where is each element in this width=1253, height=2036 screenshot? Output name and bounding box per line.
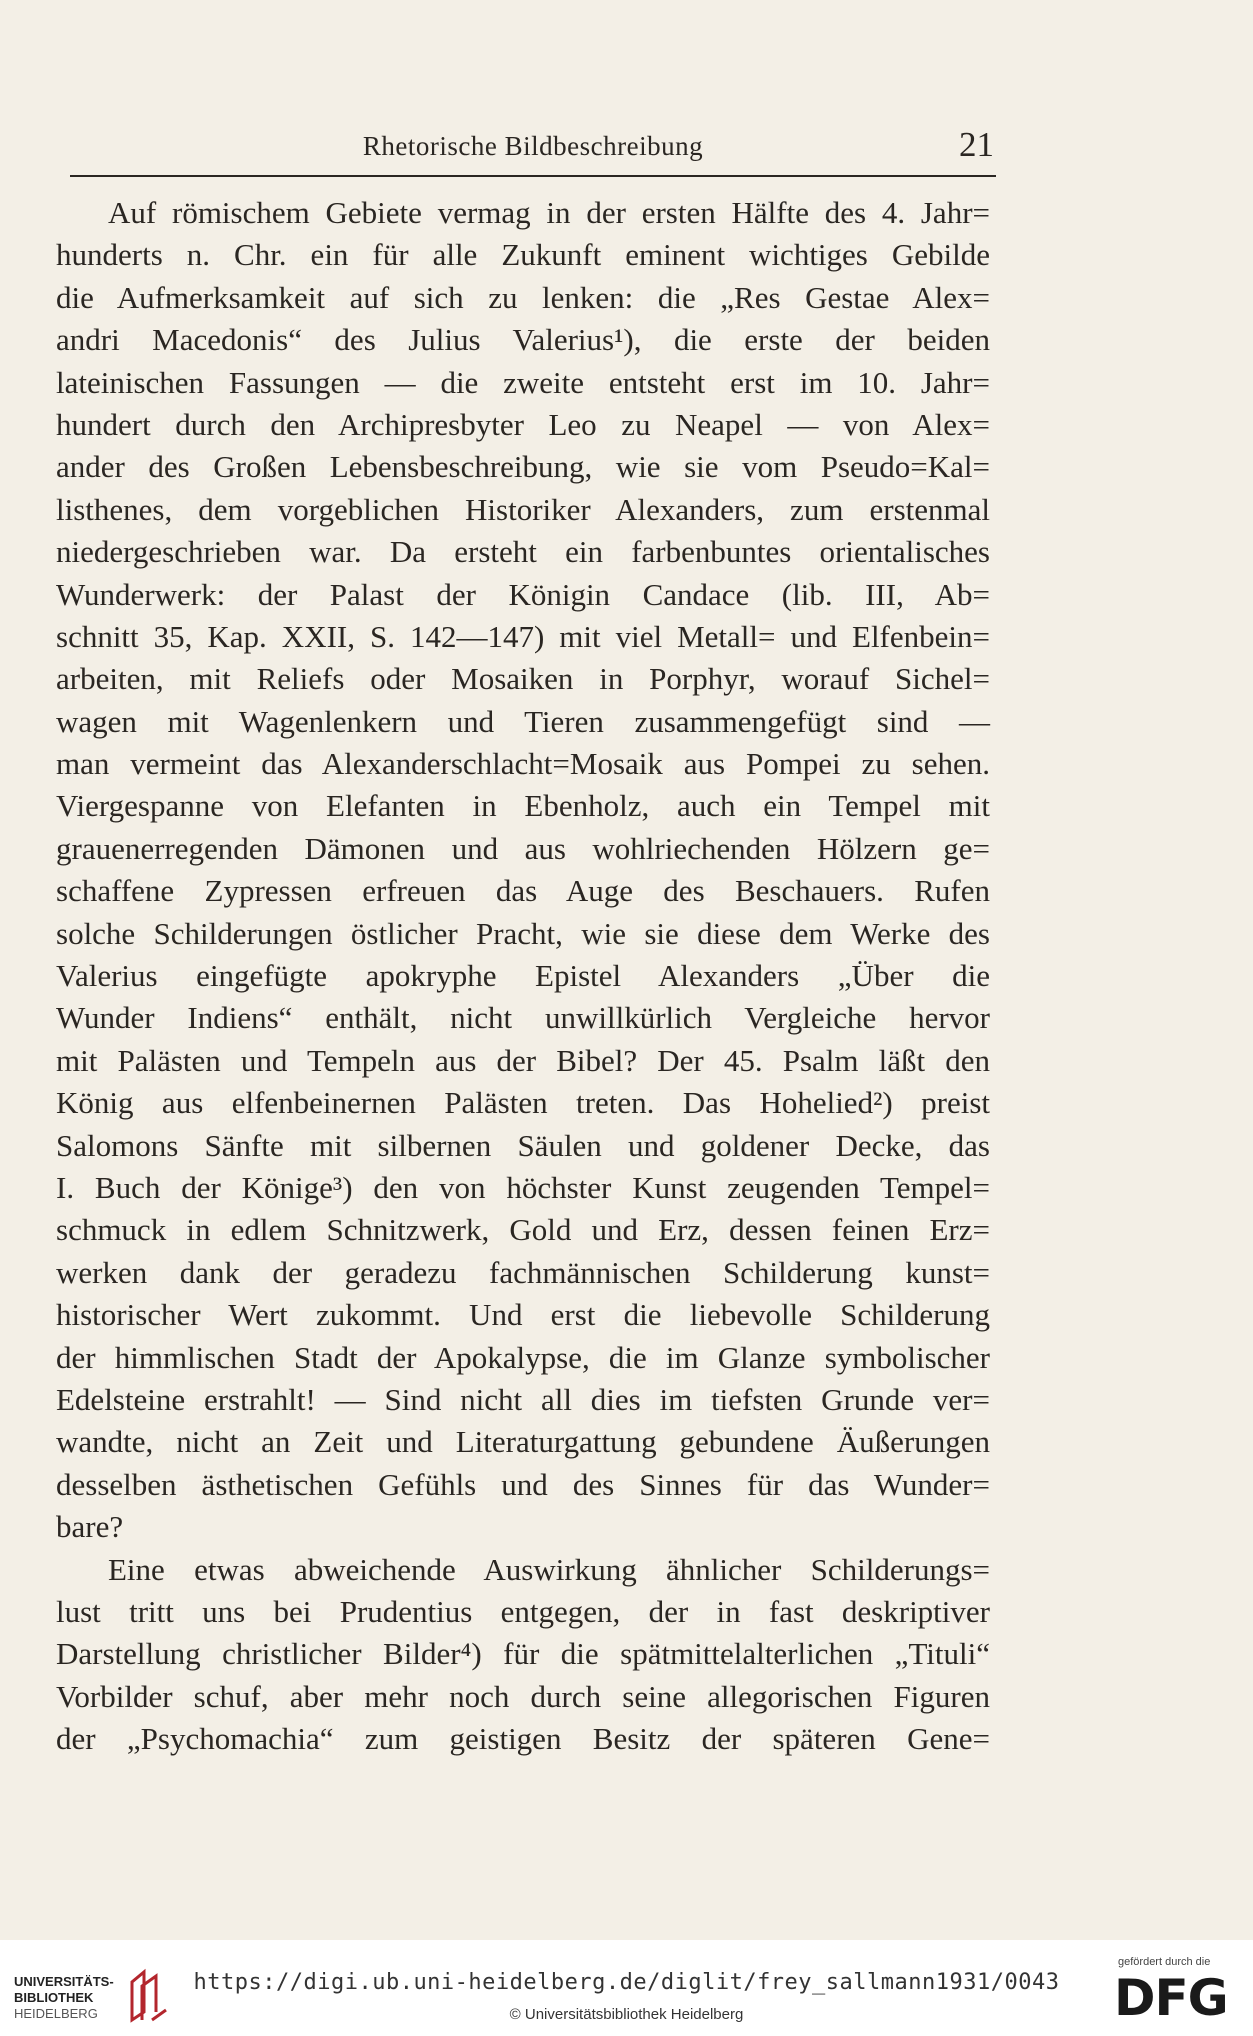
text-line: andri Macedonis“ des Julius Valerius¹), die erste der beiden xyxy=(56,322,990,358)
text-line: listhenes, dem vorgeblichen Historiker Alexanders, zum erstenmal xyxy=(56,491,990,527)
text-line: wagen mit Wagenlenkern und Tieren zusammengefügt sind — xyxy=(56,703,990,739)
text-line: Viergespanne von Elefanten in Ebenholz, auch ein Tempel mit xyxy=(56,788,990,824)
text-line: der himmlischen Stadt der Apokalypse, die im Glanze symbolischer xyxy=(56,1339,990,1375)
text-line: Wunder Indiens“ enthält, nicht unwillkürlich Vergleiche hervor xyxy=(56,1000,990,1036)
permalink-url[interactable]: https://digi.ub.uni-heidelberg.de/diglit/frey_sallmann1931/0043 xyxy=(193,1970,1060,1995)
text-line: Vorbilder schuf, aber mehr noch durch seine allegorischen Figuren xyxy=(56,1678,990,1714)
text-line: wandte, nicht an Zeit und Literaturgattung gebundene Äußerungen xyxy=(56,1424,990,1460)
text-line: werken dank der geradezu fachmännischen Schilderung kunst= xyxy=(56,1254,990,1290)
page-header xyxy=(70,125,996,177)
text-line: mit Palästen und Tempeln aus der Bibel? Der 45. Psalm läßt den xyxy=(56,1042,990,1078)
text-line: hunderts n. Chr. ein für alle Zukunft eminent wichtiges Gebilde xyxy=(56,237,990,273)
body-text xyxy=(56,192,990,1760)
dfg-logo: DFG xyxy=(1114,1969,1228,2027)
text-line: schnitt 35, Kap. XXII, S. 142—147) mit viel Metall= und Elfenbein= xyxy=(56,618,990,654)
text-line: ander des Großen Lebensbeschreibung, wie sie vom Pseudo=Kal= xyxy=(56,449,990,485)
text-line: der „Psychomachia“ zum geistigen Besitz der späteren Gene= xyxy=(56,1721,990,1757)
text-line: grauenerregenden Dämonen und aus wohlriechenden Hölzern ge= xyxy=(56,830,990,866)
digitization-footer xyxy=(0,1940,1253,2036)
text-line: arbeiten, mit Reliefs oder Mosaiken in Porphyr, worauf Sichel= xyxy=(56,661,990,697)
text-line: lust tritt uns bei Prudentius entgegen, der in fast deskriptiver xyxy=(56,1593,990,1629)
text-line: hundert durch den Archipresbyter Leo zu Neapel — von Alex= xyxy=(56,406,990,442)
text-line: lateinischen Fassungen — die zweite entsteht erst im 10. Jahr= xyxy=(56,364,990,400)
text-line: niedergeschrieben war. Da ersteht ein farbenbuntes orientalisches xyxy=(56,534,990,570)
text-line: Eine etwas abweichende Auswirkung ähnlicher Schilderungs= xyxy=(108,1551,990,1587)
funder-caption: gefördert durch die xyxy=(1118,1956,1211,1968)
text-line: man vermeint das Alexanderschlacht=Mosaik aus Pompei zu sehen. xyxy=(56,746,990,782)
text-line: I. Buch der Könige³) den von höchster Kunst zeugenden Tempel= xyxy=(56,1169,990,1205)
library-name-line: UNIVERSITÄTS- xyxy=(14,1974,114,1989)
text-line: desselben ästhetischen Gefühls und des Sinnes für das Wunder= xyxy=(56,1466,990,1502)
text-line: bare? xyxy=(56,1509,124,1545)
page-number: 21 xyxy=(959,125,994,164)
library-name-line: BIBLIOTHEK xyxy=(14,1990,94,2005)
text-line: Wunderwerk: der Palast der Königin Candace (lib. III, Ab= xyxy=(56,576,990,612)
running-title: Rhetorische Bildbeschreibung xyxy=(362,131,704,161)
text-line: Edelsteine erstrahlt! — Sind nicht all dies im tiefsten Grunde ver= xyxy=(56,1381,990,1417)
copyright-notice: © Universitätsbibliothek Heidelberg xyxy=(509,2006,744,2023)
text-line: schaffene Zypressen erfreuen das Auge des Beschauers. Rufen xyxy=(56,873,990,909)
text-line: Darstellung christlicher Bilder⁴) für die spätmittelalterlichen „Tituli“ xyxy=(56,1636,990,1672)
text-line: Auf römischem Gebiete vermag in der ersten Hälfte des 4. Jahr= xyxy=(108,195,990,230)
text-line: die Aufmerksamkeit auf sich zu lenken: die „Res Gestae Alex= xyxy=(56,279,990,315)
text-line: König aus elfenbeinernen Palästen treten. Das Hohelied²) preist xyxy=(56,1085,990,1121)
text-line: solche Schilderungen östlicher Pracht, wie sie diese dem Werke des xyxy=(56,915,990,951)
library-name-line: HEIDELBERG xyxy=(14,2006,98,2021)
text-line: schmuck in edlem Schnitzwerk, Gold und Erz, dessen feinen Erz= xyxy=(56,1212,990,1248)
text-line: Salomons Sänfte mit silbernen Säulen und goldener Decke, das xyxy=(56,1127,990,1163)
text-line: Valerius eingefügte apokryphe Epistel Alexanders „Über die xyxy=(56,958,990,994)
text-line: historischer Wert zukommt. Und erst die liebevolle Schilderung xyxy=(56,1297,990,1333)
